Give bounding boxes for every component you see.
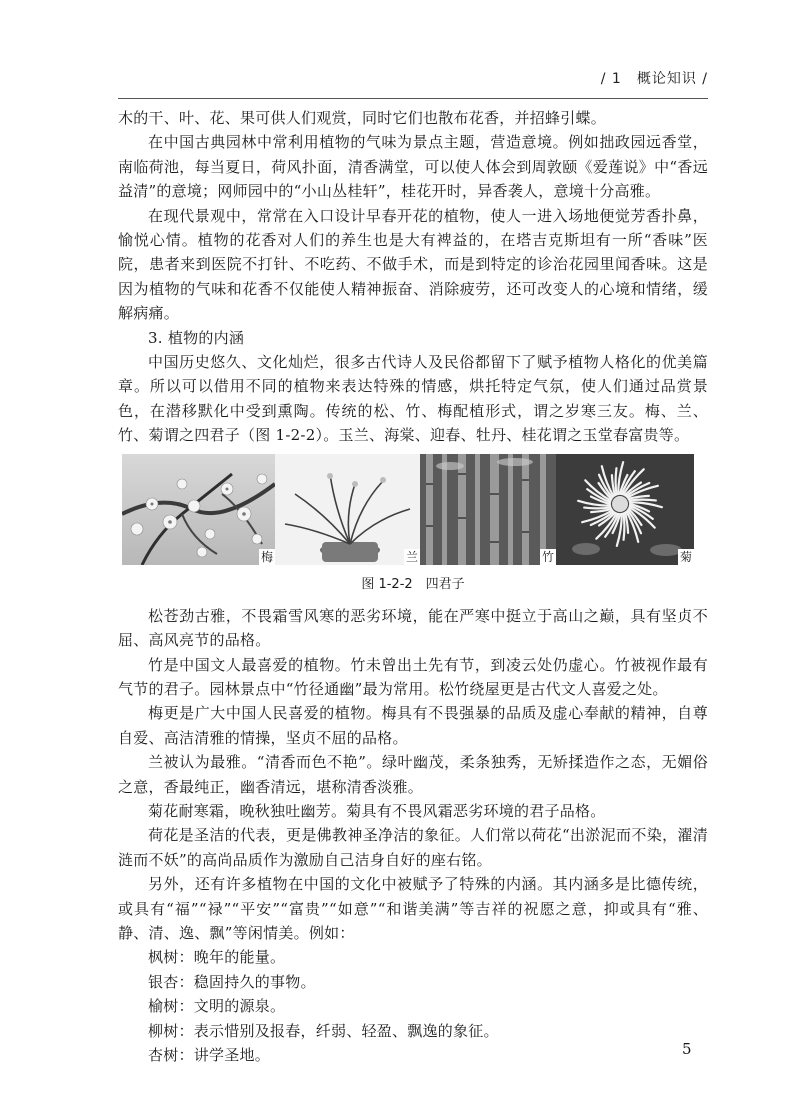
paragraph: 荷花是圣洁的代表，更是佛教神圣净洁的象征。人们常以荷花“出淤泥而不染，濯清涟而不妖”的高尚品质作为激励自己洁身自好的座右铭。 (118, 826, 708, 869)
paragraph: 枫树：晚年的能量。 (148, 948, 286, 967)
text-block-bottom (118, 604, 708, 1068)
figure-panel-chrysanthemum (556, 454, 694, 565)
figure-panel-bamboo (420, 454, 556, 565)
paragraph: 在现代景观中，常常在入口设计早春开花的植物，使人一进入场地便觉芳香扑鼻，愉悦心情。植物的花香对人们的养生也是大有裨益的，在塔吉克斯坦有一所“香味”医院，患者来到医院不打针、不吃药、不做手术，而是到特定的诊治花园里闻香味。这是因为植物的气味和花香不仅能使人精神振奋、消除疲劳，还可改变人的心境和情绪，缓解病痛。 (118, 206, 708, 323)
header-divider (118, 98, 708, 99)
chrysanthemum-photo-icon (556, 454, 694, 565)
figure-four-gentlemen (118, 454, 708, 592)
paragraph: 菊花耐寒霜，晚秋独吐幽芳。菊具有不畏风霜恶劣环境的君子品格。 (148, 801, 606, 820)
paragraph: 柳树：表示惜别及报春，纤弱、轻盈、飘逸的象征。 (148, 1021, 499, 1040)
paragraph: 榆树：文明的源泉。 (148, 997, 286, 1016)
figure-panel-orchid (275, 454, 420, 565)
figure-panel-plum (122, 454, 275, 565)
figure-label-bamboo: 竹 (541, 549, 554, 564)
paragraph: 竹是中国文人最喜爱的植物。竹未曾出土先有节，到凌云处仍虚心。竹被视作最有气节的君子。园林景点中“竹径通幽”最为常用。松竹绕屋更是古代文人喜爱之处。 (118, 655, 708, 698)
orchid-photo-icon (275, 454, 420, 565)
bamboo-photo-icon (420, 454, 556, 565)
paragraph: 兰被认为最雅。“清香而色不艳”。绿叶幽茂，柔条独秀，无矫揉造作之态，无媚俗之意，香最纯正，幽香清远，堪称清香淡雅。 (118, 753, 708, 796)
paragraph: 木的干、叶、花、果可供人们观赏，同时它们也散布花香，并招蜂引蝶。 (118, 109, 607, 127)
plum-blossom-photo-icon (122, 454, 275, 565)
figure-photo-row (122, 454, 694, 565)
paragraph: 杏树：讲学圣地。 (148, 1046, 271, 1064)
figure-caption: 图 1-2-2 四君子 (361, 576, 465, 592)
paragraph: 松苍劲古雅，不畏霜雪风寒的恶劣环境，能在严寒中挺立于高山之巅，具有坚贞不屈、高风亮节的品格。 (118, 606, 708, 650)
page-body (118, 106, 708, 1067)
page-number: 5 (682, 1040, 692, 1058)
paragraph: 在中国古典园林中常利用植物的气味为景点主题，营造意境。例如拙政园远香堂，南临荷池，每当夏日，荷风扑面，清香满堂，可以使人体会到周敦颐《爱莲说》中“香远益清”的意境；网师园中的“小山丛桂轩”，桂花开时，异香袭人，意境十分高雅。 (118, 133, 708, 201)
running-header: / 1 概论知识 / (600, 71, 708, 87)
paragraph: 另外，还有许多植物在中国的文化中被赋予了特殊的内涵。其内涵多是比德传统，或具有“福”“禄”“平安”“富贵”“如意”“和谐美满”等吉祥的祝愿之意，抑或具有“雅、静、清、逸、飘”等闲情美。例如： (118, 875, 708, 942)
figure-label-orchid: 兰 (405, 549, 418, 564)
text-block-top (118, 106, 708, 448)
figure-label-chrysanthemum: 菊 (679, 549, 692, 564)
figure-label-plum: 梅 (260, 549, 273, 564)
paragraph: 银杏：稳固持久的事物。 (148, 972, 316, 991)
paragraph: 中国历史悠久、文化灿烂，很多古代诗人及民俗都留下了赋予植物人格化的优美篇章。所以可以借用不同的植物来表达特殊的情感，烘托特定气氛，使人们通过品赏景色，在潜移默化中受到熏陶。传统的松、竹、梅配植形式，谓之岁寒三友。梅、兰、竹、菊谓之四君子（图 1-2-2）。玉兰、海棠、迎春、牡丹、桂花谓之玉堂春富贵等。 (118, 353, 708, 445)
paragraph: 梅更是广大中国人民喜爱的植物。梅具有不畏强暴的品质及虚心奉献的精神，自尊自爱、高洁清雅的情操，坚贞不屈的品格。 (118, 704, 708, 747)
paragraph: 3. 植物的内涵 (148, 328, 245, 347)
